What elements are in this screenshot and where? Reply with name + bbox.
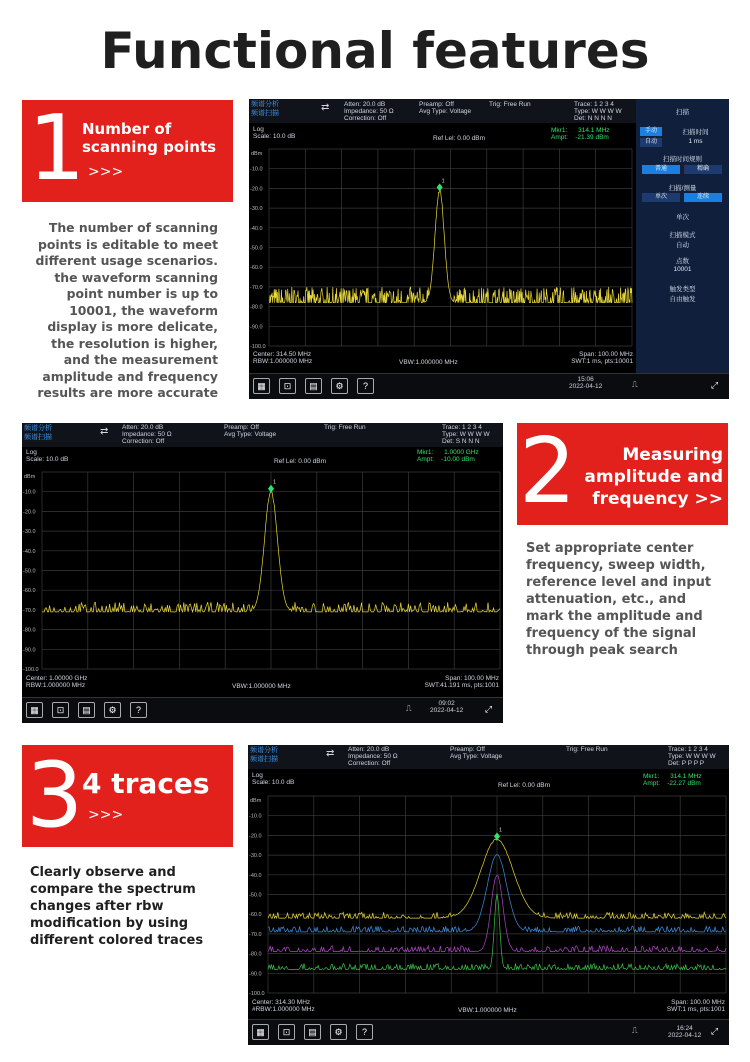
y-tick-label: -20.0 — [23, 509, 36, 516]
center-rbw: Center: 1.00000 GHz RBW:1.000000 MHz — [26, 675, 88, 689]
y-tick-label: -10.0 — [23, 489, 36, 496]
spectrum-plot — [22, 468, 503, 673]
feature-label: 4 traces — [82, 767, 210, 800]
feature-1-description — [8, 220, 218, 402]
desc-line: the waveform scanning — [54, 269, 218, 285]
y-tick-label: -50.0 — [249, 892, 262, 899]
y-tick-label: -10.0 — [249, 813, 262, 820]
y-tick-label: -80.0 — [23, 627, 36, 634]
scale-info: Log Scale: 10.0 dB — [252, 772, 295, 786]
status-header — [248, 745, 729, 769]
preamp-info: Preamp: Off Avg Type: Voltage — [224, 424, 277, 438]
desc-line: mark the amplitude and — [526, 609, 703, 624]
y-tick-label: -40.0 — [250, 225, 263, 232]
y-tick-label: -100.0 — [249, 991, 265, 997]
attenuation-info: Atten: 20.0 dB Impedance: 50 Ω Correction: Off — [344, 101, 394, 122]
feature-label: Measuring — [622, 445, 723, 465]
feature-3-description — [30, 864, 240, 949]
feature-number: 2 — [519, 423, 577, 524]
y-tick-label: -100.0 — [250, 344, 266, 350]
arrows-icon: >>> — [88, 164, 124, 180]
page-title: Functional features — [100, 22, 650, 80]
analyzer-screen-1 — [249, 99, 729, 399]
menu-item[interactable]: 扫描时间规则 — [663, 156, 702, 163]
desc-line: and the measurement — [63, 352, 218, 367]
trace-info: Trace: 1 2 3 4 Type: W W W W Det: P P P P — [668, 746, 716, 767]
swap-icon[interactable]: ⇄ — [100, 426, 109, 437]
attenuation-info: Atten: 20.0 dB Impedance: 50 Ω Correction: Off — [122, 424, 172, 445]
desc-line: Clearly observe and — [30, 865, 176, 880]
single-button[interactable]: 单次 — [642, 193, 680, 202]
status-header — [22, 423, 503, 447]
analyzer-screen-2 — [22, 423, 503, 723]
preamp-info: Preamp: Off Avg Type: Voltage — [419, 101, 472, 115]
y-tick-label: -100.0 — [23, 667, 39, 673]
arrows-icon: >>> — [88, 807, 124, 823]
trigger-info: Trig: Free Run — [566, 746, 608, 753]
folder-icon[interactable]: ▤ — [304, 1024, 321, 1040]
desc-line: the resolution is higher, — [51, 335, 218, 351]
menu-value: 自动 — [676, 242, 689, 249]
y-tick-label: -30.0 — [23, 529, 36, 536]
folder-icon[interactable]: ▤ — [305, 378, 322, 394]
span-swt: Span: 100.00 MHz SWT:1 ms, pts:1001 — [666, 999, 725, 1013]
feature-1-badge — [22, 100, 233, 202]
desc-line: reference level and input — [526, 575, 712, 590]
scale-info: Log Scale: 10.0 dB — [253, 126, 296, 140]
desc-line: frequency, sweep width, — [526, 558, 706, 573]
gear-icon[interactable]: ⚙ — [104, 702, 121, 718]
desc-line: display is more delicate, — [47, 319, 218, 334]
accurate-button[interactable]: 精确 — [684, 165, 722, 174]
normal-button[interactable]: 普通 — [642, 165, 680, 174]
menu-item[interactable]: 触发类型 — [669, 286, 696, 293]
clock: 15:06 2022-04-12 — [569, 376, 603, 390]
desc-line: 10001, the waveform — [69, 302, 218, 318]
menu-value: 10001 — [673, 266, 692, 273]
y-tick-label: -60.0 — [249, 912, 262, 919]
trace-info: Trace: 1 2 3 4 Type: W W W W Det: S N N N — [442, 424, 490, 445]
trigger-info: Trig: Free Run — [324, 424, 366, 431]
desc-line: changes after rbw — [30, 899, 164, 914]
screenshot-icon[interactable]: ⊡ — [278, 1024, 295, 1040]
spectrum-plot — [249, 145, 635, 350]
menu-value: 1 ms — [688, 138, 703, 145]
y-tick-label: -70.0 — [250, 284, 263, 291]
feature-2-description — [526, 540, 748, 659]
mode-label: 频谱分析 频谱扫描 — [24, 425, 52, 441]
trigger-info: Trig: Free Run — [489, 101, 531, 108]
side-menu — [636, 99, 729, 373]
marker-number: 1 — [273, 479, 277, 486]
marker-readout: Mkr1: 314.1 MHz Ampt: -21.39 dBm — [551, 127, 610, 141]
menu-title: 扫描 — [676, 109, 689, 116]
feature-label: Number of — [82, 120, 172, 138]
usb-icon: ⎍ — [632, 380, 638, 389]
desc-line: compare the spectrum — [30, 882, 196, 897]
menu-value: 自由触发 — [669, 296, 696, 303]
usb-icon: ⎍ — [632, 1026, 638, 1035]
mode-label: 频谱分析 频谱扫描 — [250, 747, 278, 763]
y-tick-label: -40.0 — [23, 548, 36, 555]
marker-readout: Mkr1: 1.0000 GHz Ampt: -10.00 dBm — [417, 449, 479, 463]
y-tick-label: -10.0 — [250, 166, 263, 173]
ref-level: Ref Lel: 0.00 dBm — [433, 135, 486, 142]
gear-icon[interactable]: ⚙ — [330, 1024, 347, 1040]
clock: 09:02 2022-04-12 — [430, 700, 464, 714]
swap-icon[interactable]: ⇄ — [321, 102, 330, 113]
desc-line: different colored traces — [30, 933, 204, 948]
y-unit-label: dBm — [251, 151, 263, 157]
center-rbw: Center: 314.50 MHz RBW:1.000000 MHz — [253, 351, 313, 365]
desc-line: frequency of the signal — [526, 626, 697, 641]
feature-3-badge — [22, 745, 233, 847]
help-icon[interactable]: ? — [357, 378, 374, 394]
ref-level: Ref Lel: 0.00 dBm — [498, 782, 551, 789]
scale-info: Log Scale: 10.0 dB — [26, 449, 69, 463]
gear-icon[interactable]: ⚙ — [331, 378, 348, 394]
y-tick-label: -30.0 — [250, 206, 263, 213]
manual-toggle[interactable]: 手动 — [640, 127, 662, 136]
desc-line: results are more accurate — [37, 385, 218, 400]
single-sweep-button[interactable]: 单次 — [676, 214, 689, 221]
y-unit-label: dBm — [24, 474, 36, 480]
help-icon[interactable]: ? — [356, 1024, 373, 1040]
y-tick-label: -90.0 — [250, 324, 263, 331]
center-rbw: Center: 314.30 MHz #RBW:1.000000 MHz — [252, 999, 315, 1013]
y-tick-label: -30.0 — [249, 853, 262, 860]
marker-readout: Mkr1: 314.1 MHz Ampt: -22.27 dBm — [643, 773, 702, 787]
feature-2-badge — [517, 423, 728, 525]
desc-line: different usage scenarios. — [35, 253, 218, 268]
y-tick-label: -40.0 — [249, 872, 262, 879]
clock: 16:24 2022-04-12 — [668, 1025, 702, 1039]
desc-line: points is editable to meet — [37, 236, 218, 252]
feature-label: scanning points — [82, 138, 217, 156]
fullscreen-icon[interactable]: ⤢ — [484, 704, 493, 714]
vbw-readout: VBW:1.000000 MHz — [399, 359, 458, 366]
y-tick-label: -70.0 — [249, 931, 262, 938]
folder-icon[interactable]: ▤ — [78, 702, 95, 718]
trace-info: Trace: 1 2 3 4 Type: W W W W Det: N N N N — [574, 101, 622, 122]
marker-number: 1 — [441, 178, 445, 185]
y-tick-label: -90.0 — [23, 647, 36, 654]
y-tick-label: -20.0 — [249, 833, 262, 840]
mode-label: 频谱分析 频谱扫描 — [251, 101, 279, 117]
preamp-info: Preamp: Off Avg Type: Voltage — [450, 746, 503, 760]
desc-line: The number of scanning — [48, 220, 218, 235]
layout-grid-icon[interactable]: ▦ — [252, 1024, 269, 1040]
y-unit-label: dBm — [250, 798, 262, 804]
vbw-readout: VBW:1.000000 MHz — [458, 1007, 517, 1014]
feature-label: frequency >> — [592, 489, 723, 509]
help-icon[interactable]: ? — [130, 702, 147, 718]
screenshot-icon[interactable]: ⊡ — [279, 378, 296, 394]
swap-icon[interactable]: ⇄ — [326, 748, 335, 759]
layout-grid-icon[interactable]: ▦ — [26, 702, 43, 718]
ref-level: Ref Lel: 0.00 dBm — [274, 458, 327, 465]
spectrum-plot — [248, 792, 729, 997]
y-tick-label: -90.0 — [249, 971, 262, 978]
auto-toggle[interactable]: 自动 — [640, 138, 662, 147]
y-tick-label: -50.0 — [23, 568, 36, 575]
vbw-readout: VBW:1.000000 MHz — [232, 683, 291, 690]
y-tick-label: -70.0 — [23, 607, 36, 614]
desc-line: point number is up to — [66, 286, 218, 301]
fullscreen-icon[interactable]: ⤢ — [710, 380, 719, 390]
desc-line: modification by using — [30, 916, 189, 931]
desc-line: Set appropriate center — [526, 541, 694, 556]
screenshot-icon[interactable]: ⊡ — [52, 702, 69, 718]
feature-label: amplitude and — [584, 467, 723, 487]
menu-item[interactable]: 扫描模式 — [669, 232, 696, 239]
fullscreen-icon[interactable]: ⤢ — [710, 1026, 719, 1036]
marker-number: 1 — [499, 827, 503, 834]
y-tick-label: -80.0 — [249, 951, 262, 958]
y-tick-label: -60.0 — [250, 265, 263, 272]
feature-number: 3 — [26, 745, 84, 847]
menu-item[interactable]: 扫描/测量 — [668, 185, 697, 192]
menu-item[interactable]: 点数 — [676, 258, 689, 265]
desc-line: through peak search — [526, 643, 678, 658]
feature-number: 1 — [28, 100, 86, 201]
desc-line: attenuation, etc., and — [526, 592, 687, 607]
span-swt: Span: 100.00 MHz SWT:1 ms, pts:10001 — [571, 351, 633, 365]
desc-line: amplitude and frequency — [42, 368, 218, 384]
analyzer-screen-3 — [248, 745, 729, 1045]
y-tick-label: -80.0 — [250, 304, 263, 311]
continuous-button[interactable]: 连续 — [684, 193, 722, 202]
menu-item[interactable]: 扫描时间 — [682, 129, 709, 136]
layout-grid-icon[interactable]: ▦ — [253, 378, 270, 394]
usb-icon: ⎍ — [406, 704, 412, 713]
y-tick-label: -60.0 — [23, 588, 36, 595]
y-tick-label: -50.0 — [250, 245, 263, 252]
attenuation-info: Atten: 20.0 dB Impedance: 50 Ω Correction: Off — [348, 746, 398, 767]
y-tick-label: -20.0 — [250, 186, 263, 193]
span-swt: Span: 100.00 MHz SWT:41.191 ms, pts:1001 — [424, 675, 499, 689]
